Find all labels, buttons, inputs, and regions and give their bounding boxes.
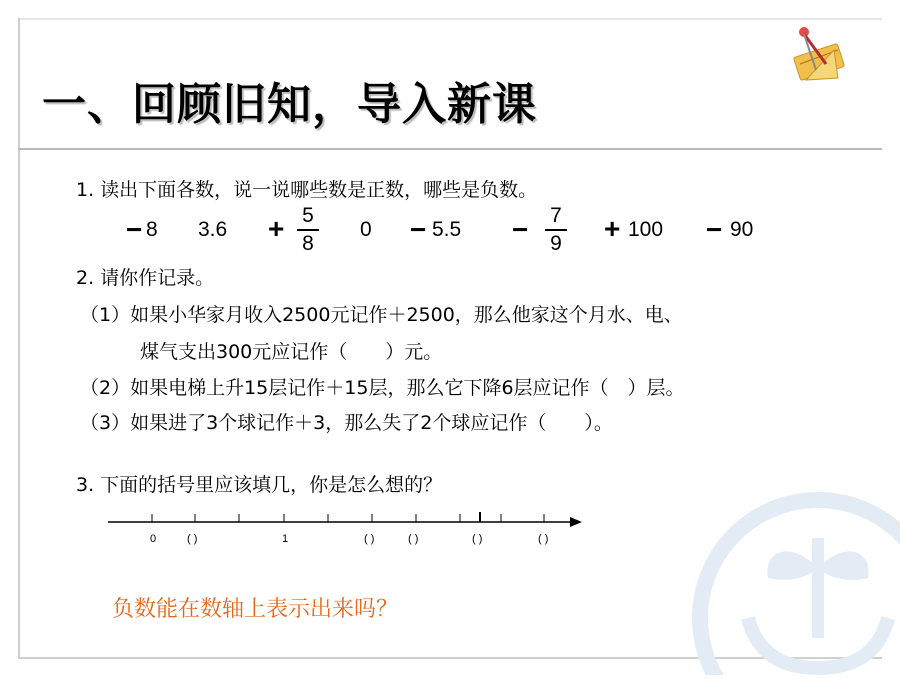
minus-sign: − <box>410 214 427 245</box>
tick-label-1: 1 <box>282 533 289 545</box>
minus-sign: − <box>126 214 143 245</box>
fraction-denominator: 9 <box>550 232 562 255</box>
plus-sign: + <box>604 213 621 244</box>
fraction-numerator: 5 <box>302 204 314 227</box>
tick-label-blank: ( ) <box>472 533 483 545</box>
guiding-question: 负数能在数轴上表示出来吗？ <box>112 597 399 622</box>
fraction-bar <box>297 229 319 231</box>
tick-label-blank: ( ) <box>187 533 198 545</box>
fraction-numerator: 7 <box>550 204 562 227</box>
tick-label-blank: ( ) <box>538 533 549 545</box>
title-divider <box>18 148 882 150</box>
fraction-bar <box>545 229 567 231</box>
minus-sign: − <box>706 214 723 245</box>
geometry-tools-icon <box>786 20 856 94</box>
page-title: 一、回顾旧知，导入新课 <box>42 79 537 130</box>
question-2-item-3: （3）如果进了3个球记作＋3，那么失了2个球应记作（ ）。 <box>80 412 613 434</box>
question-2-item-1: （1）如果小华家月收入2500元记作＋2500，那么他家这个月水、电、 <box>80 304 683 326</box>
tick-label-blank: ( ) <box>364 533 375 545</box>
top-frame-line <box>18 18 882 20</box>
question-2-label: 2. 请你作记录。 <box>76 267 215 289</box>
number-neg-5-5: 5.5 <box>432 218 462 241</box>
number-3-6: 3.6 <box>198 218 228 241</box>
number-line <box>108 500 588 554</box>
plus-sign: + <box>268 213 285 244</box>
question-1-label: 1. 读出下面各数，说一说哪些数是正数，哪些是负数。 <box>76 179 538 201</box>
left-frame-line <box>18 18 20 658</box>
number-pos-100: 100 <box>628 218 664 241</box>
number-neg-90: 90 <box>730 218 754 241</box>
fraction-5-8 <box>297 204 319 256</box>
question-2-item-1-continued: 煤气支出300元应记作（ ）元。 <box>140 341 443 363</box>
minus-sign: − <box>512 214 529 245</box>
question-2-item-2: （2）如果电梯上升15层记作＋15层，那么它下降6层应记作（ ）层。 <box>80 377 685 399</box>
tick-label-0: 0 <box>150 533 157 545</box>
fraction-denominator: 8 <box>302 232 314 255</box>
number-neg-8: 8 <box>146 218 158 241</box>
watermark-logo-icon <box>668 468 900 679</box>
number-0: 0 <box>360 218 372 241</box>
fraction-neg-7-9 <box>545 204 567 256</box>
tick-label-blank: ( ) <box>408 533 419 545</box>
question-3-label: 3. 下面的括号里应该填几，你是怎么想的？ <box>76 474 443 496</box>
